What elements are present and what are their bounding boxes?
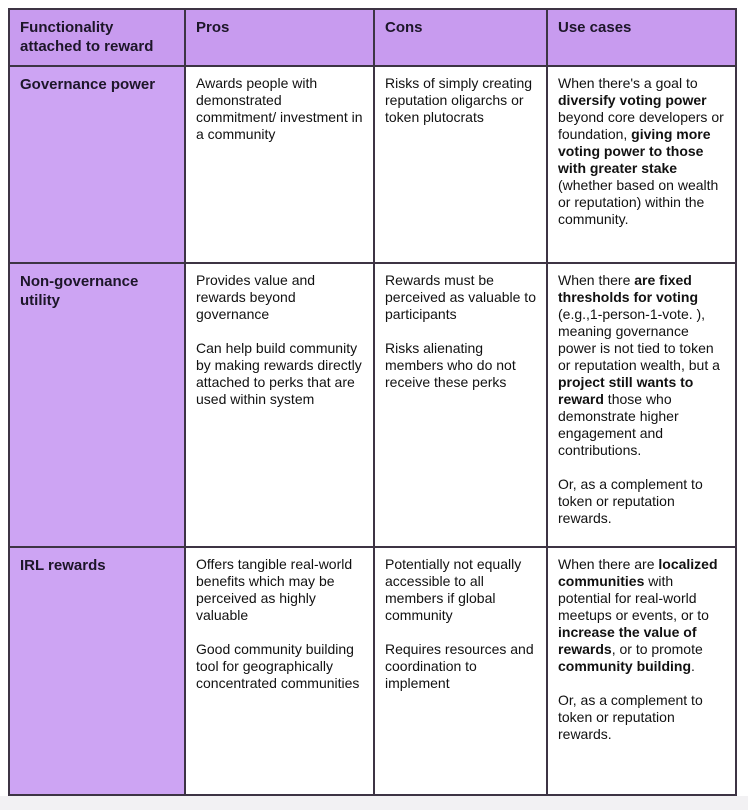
cell-pros: Provides value and rewards beyond governance Can help build community by making rewards directly attached to perks that are used within system: [185, 263, 374, 547]
cell-use-cases: When there's a goal to diversify voting power beyond core developers or foundation, giving more voting power to those with greater stake (whether based on wealth or reputation) within the community.: [547, 66, 736, 263]
row-label: IRL rewards: [9, 547, 185, 795]
cell-use-cases: When there are localized communities with potential for real-world meetups or events, or to increase the value of rewards, or to promote community building. Or, as a complement to token or reputation rewards.: [547, 547, 736, 795]
table-row: [9, 66, 736, 263]
header-functionality: Functionality attached to reward: [9, 9, 185, 66]
row-label: Governance power: [9, 66, 185, 263]
cell-pros: Offers tangible real-world benefits which may be perceived as highly valuable Good community building tool for geographically concentrated communities: [185, 547, 374, 795]
cell-cons: Potentially not equally accessible to all members if global community Requires resources and coordination to implement: [374, 547, 547, 795]
comparison-table: [8, 8, 737, 796]
page-bottom-strip: [0, 796, 748, 810]
cell-cons: Rewards must be perceived as valuable to participants Risks alienating members who do not receive these perks: [374, 263, 547, 547]
header-cons: Cons: [374, 9, 547, 66]
header-use-cases: Use cases: [547, 9, 736, 66]
row-label: Non-governance utility: [9, 263, 185, 547]
cell-use-cases: When there are fixed thresholds for voting (e.g.,1-person-1-vote. ), meaning governance power is not tied to token or reputation wealth, but a project still wants to reward those who demonstrate higher engagement and contributions. Or, as a complement to token or reputation rewards.: [547, 263, 736, 547]
cell-cons: Risks of simply creating reputation oligarchs or token plutocrats: [374, 66, 547, 263]
table-header: [9, 9, 736, 66]
table-body: [9, 66, 736, 795]
cell-pros: Awards people with demonstrated commitment/ investment in a community: [185, 66, 374, 263]
header-pros: Pros: [185, 9, 374, 66]
table-row: [9, 547, 736, 795]
header-row: [9, 9, 736, 66]
table-row: [9, 263, 736, 547]
